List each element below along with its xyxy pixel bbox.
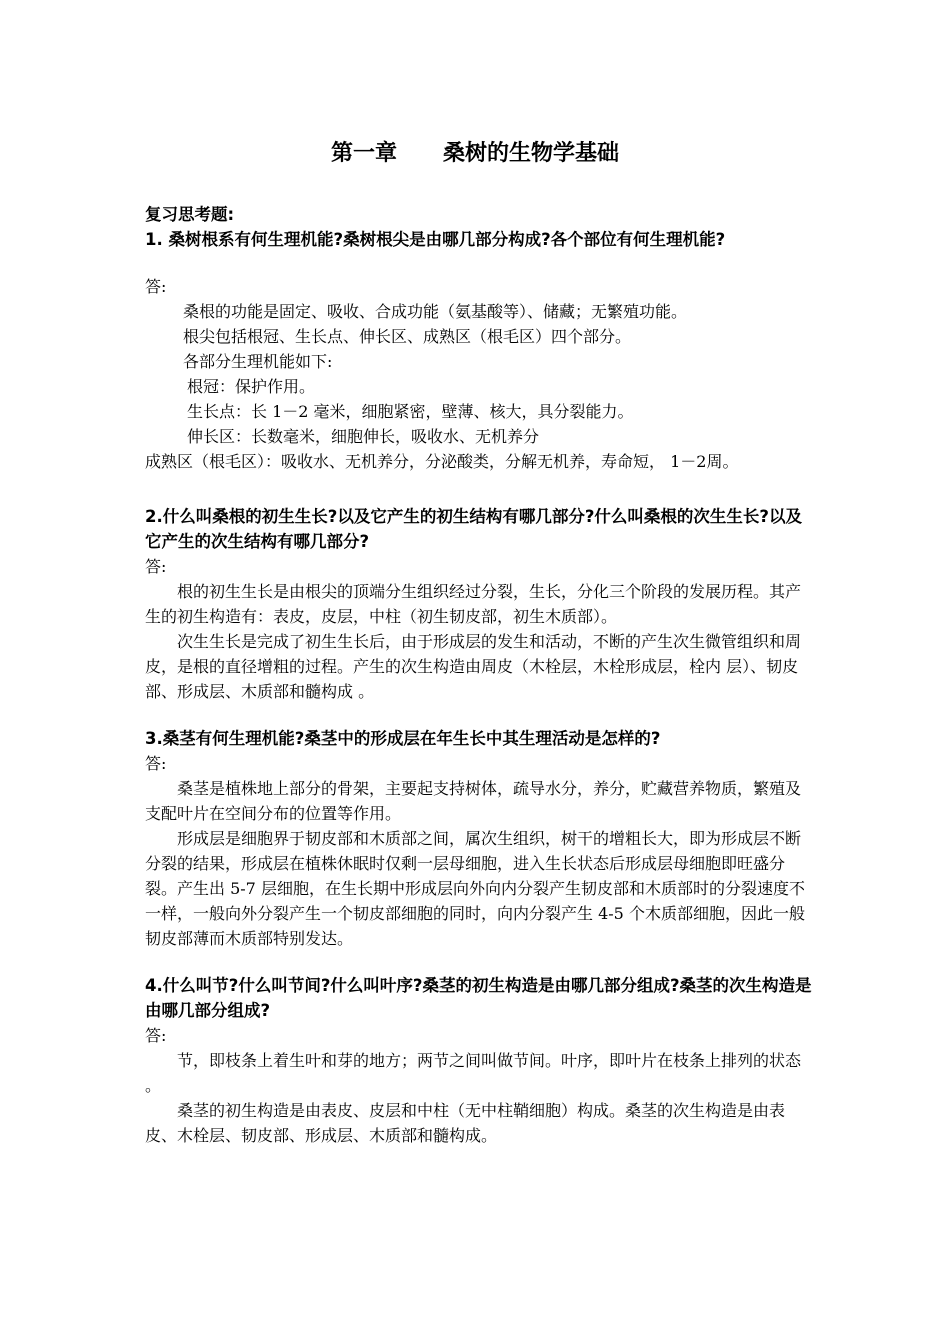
answer-line: 成熟区（根毛区）：吸收水、无机养分，分泌酸类，分解无机养，寿命短， 1－2周。 <box>145 452 739 471</box>
answer-label: 答: <box>145 1026 167 1045</box>
answer-line: 生长点：长 1－2 毫米，细胞紧密，壁薄、核大，具分裂能力。 <box>187 402 634 421</box>
question-block-2 <box>145 504 815 704</box>
question-block-4 <box>145 973 815 1148</box>
answer-paragraph: 根的初生生长是由根尖的顶端分生组织经过分裂，生长，分化三个阶段的发展历程。其产生的初生构造有：表皮，皮层，中柱（初生韧皮部，初生木质部）。 <box>145 582 802 626</box>
section-heading: 复习思考题: <box>145 205 235 224</box>
answer-label: 答: <box>145 754 167 773</box>
question-text: 2.什么叫桑根的初生生长?以及它产生的初生结构有哪几部分?什么叫桑根的次生生长?以及它产生的次生结构有哪几部分? <box>145 507 802 551</box>
answer-line: 伸长区：长数毫米，细胞伸长，吸收水、无机养分 <box>187 427 540 446</box>
answer-label: 答: <box>145 277 167 296</box>
answer-paragraph: 节，即枝条上着生叶和芽的地方；两节之间叫做节间。叶序，即叶片在枝条上排列的状态 。 <box>145 1051 802 1095</box>
answer-line: 桑根的功能是固定、吸收、合成功能（氨基酸等）、储藏；无繁殖功能。 <box>183 302 688 321</box>
answer-line: 根尖包括根冠、生长点、伸长区、成熟区（根毛区）四个部分。 <box>183 327 632 346</box>
chapter-title: 第一章 桑树的生物学基础 <box>331 141 619 166</box>
document-body <box>145 202 815 1148</box>
question-block-3 <box>145 726 815 951</box>
question-block-1 <box>145 227 815 474</box>
answer-paragraph: 形成层是细胞界于韧皮部和木质部之间，属次生组织，树干的增粗长大，即为形成层不断分裂的结果，形成层在植株休眠时仅剩一层母细胞，进入生长状态后形成层母细胞即旺盛分裂。产生出 5-7 层细胞，在生长期中形成层向外向内分裂产生韧皮部和木质部时的分裂速度不一样，一般向外分裂产生一个韧皮部细胞的同时，向内分裂产生 4-5 个木质部细胞，因此一般韧皮部薄而木质部特别发达。 <box>145 829 805 948</box>
question-text: 1. 桑树根系有何生理机能?桑树根尖是由哪几部分构成?各个部位有何生理机能? <box>145 230 726 249</box>
question-text: 4.什么叫节?什么叫节间?什么叫叶序?桑茎的初生构造是由哪几部分组成?桑茎的次生构造是由哪几部分组成? <box>145 976 812 1020</box>
question-text: 3.桑茎有何生理机能?桑茎中的形成层在年生长中其生理活动是怎样的? <box>145 729 661 748</box>
answer-paragraph: 次生生长是完成了初生生长后，由于形成层的发生和活动，不断的产生次生微管组织和周皮，是根的直径增粗的过程。产生的次生构造由周皮（木栓层，木栓形成层，栓内 层）、韧皮部、形成层、木质部和髓构成 。 <box>145 632 802 701</box>
answer-label: 答: <box>145 557 167 576</box>
answer-line: 各部分生理机能如下: <box>183 352 333 371</box>
answer-paragraph: 桑茎是植株地上部分的骨架，主要起支持树体，疏导水分，养分，贮藏营养物质，繁殖及支配叶片在空间分布的位置等作用。 <box>145 779 802 823</box>
answer-paragraph: 桑茎的初生构造是由表皮、皮层和中柱（无中柱鞘细胞）构成。桑茎的次生构造是由表皮、木栓层、韧皮部、形成层、木质部和髓构成。 <box>145 1101 786 1145</box>
answer-line: 根冠：保护作用。 <box>187 377 316 396</box>
